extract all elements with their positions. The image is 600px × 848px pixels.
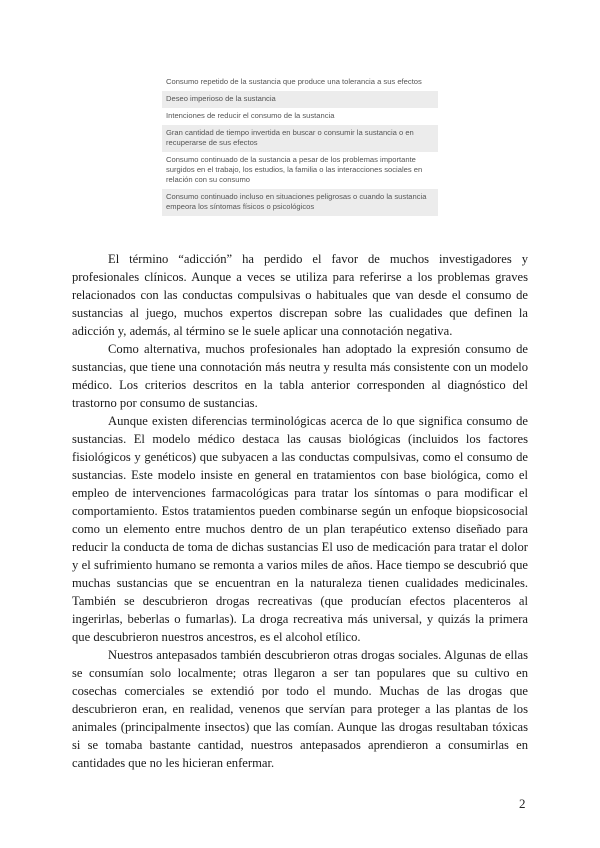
paragraph: Como alternativa, muchos profesionales han adoptado la expresión consumo de sustancias, que tiene una connotación más neutra y resulta más consistente con un modelo médico. Los criterios descritos en la tabla anterior corresponden al diagnóstico del trastorno por consumo de sustancias. [72,342,528,410]
table-row: Consumo continuado de la sustancia a pesar de los problemas importante surgidos en el trabajo, los estudios, la familia o las interacciones sociales en relación con su consumo [166,155,423,184]
table-row: Intenciones de reducir el consumo de la sustancia [166,111,335,120]
paragraph: Aunque existen diferencias terminológicas acerca de lo que significa consumo de sustancias. El modelo médico destaca las causas biológicas (incluidos los factores fisiológicos y genéticos) que subyacen a las conductas compulsivas, como el consumo de sustancias. Este modelo insiste en general en tratamientos con base biológica, como el empleo de intervenciones farmacológicas para tratar los síntomas o para modificar el comportamiento. Estos tratamientos pueden combinarse según un enfoque biopsicosocial como un elemento entre muchos dentro de un plan terapéutico extenso diseñado para reducir la conducta de toma de dichas sustancias El uso de medicación para tratar el dolor y el sufrimiento humano se remonta a varios miles de años. Hace tiempo se descubrió que muchas sustancias que se encuentran en la naturaleza tienen cualidades medicinales. También se descubrieron drogas recreativas (que producían efectos placenteros al ingerirlas, beberlas o fumarlas). La droga recreativa más universal, y quizás la primera que descubrieron nuestros ancestros, es el alcohol etílico. [72,414,528,644]
page-number: 2 [519,796,526,811]
body-text [72,250,528,772]
table-row: Deseo imperioso de la sustancia [162,91,438,108]
table-row: Consumo repetido de la sustancia que produce una tolerancia a sus efectos [166,77,422,86]
paragraph: El término “adicción” ha perdido el favor de muchos investigadores y profesionales clínicos. Aunque a veces se utiliza para referirse a los problemas graves relacionados con las conductas compulsivas o habituales que van desde el consumo de sustancias al juego, muchos expertos discrepan sobre las cualidades que definen la adicción y, además, al término se le suele aplicar una connotación negativa. [72,252,528,338]
table-row: Gran cantidad de tiempo invertida en buscar o consumir la sustancia o en recuperarse de sus efectos [162,125,438,152]
table-row: Consumo continuado incluso en situaciones peligrosas o cuando la sustancia empeora los síntomas físicos o psicológicos [162,189,438,216]
paragraph: Nuestros antepasados también descubrieron otras drogas sociales. Algunas de ellas se consumían solo localmente; otras llegaron a ser tan populares que su cultivo en cosechas comerciales se extendió por todo el mundo. Muchas de las drogas que descubrieron eran, en realidad, venenos que servían para proteger a las plantas de los animales (principalmente insectos) que las comían. Aunque las drogas resultaban tóxicas si se tomaba bastante cantidad, nuestros antepasados aprendieron a consumirlas en cantidades que no les hicieran enfermar. [72,648,528,770]
criteria-table [162,74,438,216]
